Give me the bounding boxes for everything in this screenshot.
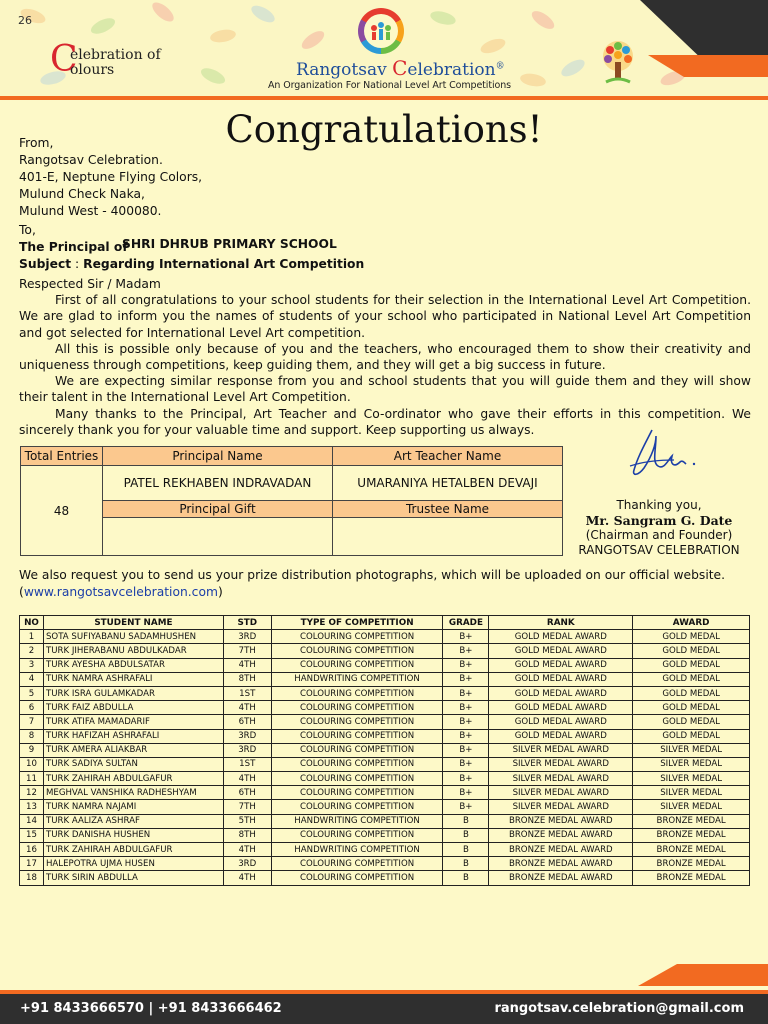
table-cell: SOTA SUFIYABANU SADAMHUSHEN [43,630,223,644]
paragraph: First of all congratulations to your school students for their selection in the International Level Art Competition. We are glad to inform you the names of students of your school who participated in National Level Art Competition and got selected for International Level Art competition. [19,293,751,340]
table-cell: B+ [443,644,489,658]
paragraph: We are expecting similar response from you and school students that you will guide them and they will show their talent in the International Level Art Competition. [19,374,751,405]
table-cell: TURK DANISHA HUSHEN [43,828,223,842]
table-cell: GOLD MEDAL [633,729,750,743]
table-cell: COLOURING COMPETITION [271,786,443,800]
table-cell: TURK ZAHIRAH ABDULGAFUR [43,772,223,786]
table-cell: 16 [20,843,44,857]
table-cell: COLOURING COMPETITION [271,857,443,871]
table-cell: COLOURING COMPETITION [271,729,443,743]
table-cell: 3RD [223,857,271,871]
table-cell: BRONZE MEDAL AWARD [489,843,633,857]
table-cell: 6TH [223,715,271,729]
table-row [20,786,750,800]
paragraph: Many thanks to the Principal, Art Teacher and Co-ordinator who gave their efforts in this competition. We sincerely thank you for your valuable time and support. Keep supporting us always. [19,406,751,437]
table-cell: SILVER MEDAL AWARD [489,786,633,800]
table-cell: BRONZE MEDAL AWARD [489,857,633,871]
table-cell: GOLD MEDAL AWARD [489,630,633,644]
table-cell: GOLD MEDAL [633,672,750,686]
table-cell: COLOURING COMPETITION [271,630,443,644]
table-cell: TURK ZAHIRAH ABDULGAFUR [43,843,223,857]
table-cell: COLOURING COMPETITION [271,871,443,885]
table-cell: B+ [443,701,489,715]
table-row [20,871,750,885]
column-header: STD [223,616,271,630]
photo-request: We also request you to send us your prize distribution photographs, which will be uploaded on our official website. (www.rangotsavcelebration.com) [19,568,726,599]
table-cell: 7 [20,715,44,729]
table-cell: SILVER MEDAL AWARD [489,757,633,771]
table-cell: GOLD MEDAL AWARD [489,672,633,686]
table-cell: 3RD [223,729,271,743]
table-cell: 3RD [223,630,271,644]
tree-logo-icon [596,38,640,86]
rangotsav-logo-center [364,14,398,48]
table-row [20,729,750,743]
table-cell: 2 [20,644,44,658]
table-cell: HANDWRITING COMPETITION [271,814,443,828]
table-cell: SILVER MEDAL [633,772,750,786]
art-teacher-header: Art Teacher Name [333,447,563,466]
table-row [20,701,750,715]
table-cell: COLOURING COMPETITION [271,757,443,771]
table-cell: GOLD MEDAL [633,630,750,644]
table-row [20,814,750,828]
page-number: 26 [18,14,32,27]
table-cell: GOLD MEDAL [633,701,750,715]
table-cell: COLOURING COMPETITION [271,828,443,842]
table-cell: TURK NAMRA NAJAMI [43,800,223,814]
table-row [20,772,750,786]
table-cell: GOLD MEDAL AWARD [489,715,633,729]
table-cell: TURK FAIZ ABDULLA [43,701,223,715]
school-name: SHRI DHRUB PRIMARY SCHOOL [122,237,337,251]
table-cell: 11 [20,772,44,786]
table-cell: B [443,843,489,857]
table-cell: B [443,857,489,871]
table-cell: B+ [443,800,489,814]
table-cell: HANDWRITING COMPETITION [271,672,443,686]
table-cell: B+ [443,686,489,700]
table-cell: B [443,871,489,885]
principal-name-value: PATEL REKHABEN INDRAVADAN [103,466,333,501]
table-cell: GOLD MEDAL [633,644,750,658]
table-cell: B [443,828,489,842]
art-teacher-value: UMARANIYA HETALBEN DEVAJI [333,466,563,501]
table-cell: TURK HAFIZAH ASHRAFALI [43,729,223,743]
table-row [20,757,750,771]
footer-email[interactable]: rangotsav.celebration@gmail.com [494,1001,744,1016]
chairman-signature [622,426,712,482]
table-cell: SILVER MEDAL AWARD [489,800,633,814]
table-cell: 18 [20,871,44,885]
table-row [20,686,750,700]
table-cell: 3RD [223,743,271,757]
table-cell: GOLD MEDAL AWARD [489,729,633,743]
principal-gift-value [103,518,333,556]
column-header: RANK [489,616,633,630]
table-cell: GOLD MEDAL AWARD [489,658,633,672]
table-cell: TURK AALIZA ASHRAF [43,814,223,828]
table-cell: 6TH [223,786,271,800]
brand-name: Rangotsav Celebration® [296,56,505,80]
table-cell: B+ [443,658,489,672]
table-cell: COLOURING COMPETITION [271,772,443,786]
table-cell: COLOURING COMPETITION [271,743,443,757]
table-cell: 3 [20,658,44,672]
footer-corner-orange [638,964,768,986]
table-cell: SILVER MEDAL [633,757,750,771]
table-cell: TURK SADIYA SULTAN [43,757,223,771]
table-cell: 1ST [223,686,271,700]
salutation: Respected Sir / Madam [19,277,161,291]
table-row [20,658,750,672]
table-cell: 15 [20,828,44,842]
table-cell: B+ [443,630,489,644]
column-header: STUDENT NAME [43,616,223,630]
table-cell: 4 [20,672,44,686]
table-cell: TURK NAMRA ASHRAFALI [43,672,223,686]
header-divider [0,96,768,100]
total-entries-value: 48 [21,466,103,556]
table-cell: BRONZE MEDAL [633,857,750,871]
total-entries-header: Total Entries [21,447,103,466]
table-cell: 8TH [223,672,271,686]
table-cell: B+ [443,786,489,800]
table-cell: COLOURING COMPETITION [271,658,443,672]
table-cell: 12 [20,786,44,800]
table-cell: B [443,814,489,828]
column-header: GRADE [443,616,489,630]
column-header: NO [20,616,44,630]
table-cell: 4TH [223,843,271,857]
principal-name-header: Principal Name [103,447,333,466]
brand-tagline: An Organization For National Level Art Competitions [268,80,511,91]
table-cell: 1 [20,630,44,644]
table-cell: MEGHVAL VANSHIKA RADHESHYAM [43,786,223,800]
table-cell: 8 [20,729,44,743]
table-cell: COLOURING COMPETITION [271,686,443,700]
table-cell: TURK JIHERABANU ABDULKADAR [43,644,223,658]
table-row [20,715,750,729]
table-cell: TURK AYESHA ABDULSATAR [43,658,223,672]
signoff-block: Thanking you, Mr. Sangram G. Date (Chairman and Founder) RANGOTSAV CELEBRATION [578,498,740,557]
table-cell: 6 [20,701,44,715]
to-address: To, The Principal of Subject : Regarding International Art Competition [19,223,365,271]
table-cell: B+ [443,757,489,771]
table-cell: 7TH [223,644,271,658]
table-cell: GOLD MEDAL [633,658,750,672]
table-cell: TURK SIRIN ABDULLA [43,871,223,885]
table-cell: SILVER MEDAL AWARD [489,772,633,786]
table-row [20,672,750,686]
table-cell: BRONZE MEDAL [633,828,750,842]
table-cell: GOLD MEDAL [633,686,750,700]
table-cell: TURK ATIFA MAMADARIF [43,715,223,729]
table-cell: COLOURING COMPETITION [271,715,443,729]
students-table [19,615,750,886]
table-cell: 4TH [223,871,271,885]
table-cell: COLOURING COMPETITION [271,701,443,715]
table-cell: BRONZE MEDAL [633,871,750,885]
table-cell: SILVER MEDAL [633,786,750,800]
table-cell: 5TH [223,814,271,828]
table-cell: B+ [443,743,489,757]
table-cell: 17 [20,857,44,871]
table-cell: 7TH [223,800,271,814]
table-cell: SILVER MEDAL AWARD [489,743,633,757]
table-cell: GOLD MEDAL AWARD [489,686,633,700]
table-row [20,630,750,644]
website-link[interactable]: www.rangotsavcelebration.com [23,584,218,599]
table-cell: BRONZE MEDAL [633,843,750,857]
from-address: From, Rangotsav Celebration. 401-E, Neptune Flying Colors, Mulund Check Naka, Mulund West - 400080. [19,136,203,218]
column-header: AWARD [633,616,750,630]
table-cell: 9 [20,743,44,757]
principal-gift-header: Principal Gift [103,501,333,518]
table-cell: BRONZE MEDAL AWARD [489,814,633,828]
table-row [20,800,750,814]
table-cell: 4TH [223,701,271,715]
table-cell: HANDWRITING COMPETITION [271,843,443,857]
table-row [20,857,750,871]
table-cell: 5 [20,686,44,700]
table-cell: 4TH [223,658,271,672]
table-cell: B+ [443,715,489,729]
celebration-of-colours-logo: C elebration of olours [50,39,161,80]
school-entry-table [20,446,563,556]
table-cell: 8TH [223,828,271,842]
table-cell: HALEPOTRA UJMA HUSEN [43,857,223,871]
trustee-name-value [333,518,563,556]
page-title: Congratulations! [225,108,543,151]
table-row [20,743,750,757]
table-cell: GOLD MEDAL AWARD [489,644,633,658]
table-cell: BRONZE MEDAL [633,814,750,828]
table-cell: BRONZE MEDAL AWARD [489,871,633,885]
table-cell: SILVER MEDAL [633,743,750,757]
table-cell: GOLD MEDAL AWARD [489,701,633,715]
letter-body [19,276,751,438]
table-cell: 10 [20,757,44,771]
table-cell: COLOURING COMPETITION [271,644,443,658]
table-cell: B+ [443,672,489,686]
table-cell: BRONZE MEDAL AWARD [489,828,633,842]
table-cell: TURK ISRA GULAMKADAR [43,686,223,700]
table-cell: GOLD MEDAL [633,715,750,729]
table-cell: B+ [443,729,489,743]
table-cell: TURK AMERA ALIAKBAR [43,743,223,757]
table-cell: SILVER MEDAL [633,800,750,814]
table-row [20,828,750,842]
table-cell: 1ST [223,757,271,771]
table-cell: 4TH [223,772,271,786]
table-cell: 14 [20,814,44,828]
column-header: TYPE OF COMPETITION [271,616,443,630]
table-cell: B+ [443,772,489,786]
table-row [20,644,750,658]
footer-phone: +91 8433666570 | +91 8433666462 [20,1001,282,1016]
table-cell: COLOURING COMPETITION [271,800,443,814]
table-cell: 13 [20,800,44,814]
table-row [20,843,750,857]
trustee-name-header: Trustee Name [333,501,563,518]
paragraph: All this is possible only because of you and the teachers, who encouraged them to show their creativity and uniqueness through competitions, keep guiding them, and they will get a big success in future. [19,341,751,373]
